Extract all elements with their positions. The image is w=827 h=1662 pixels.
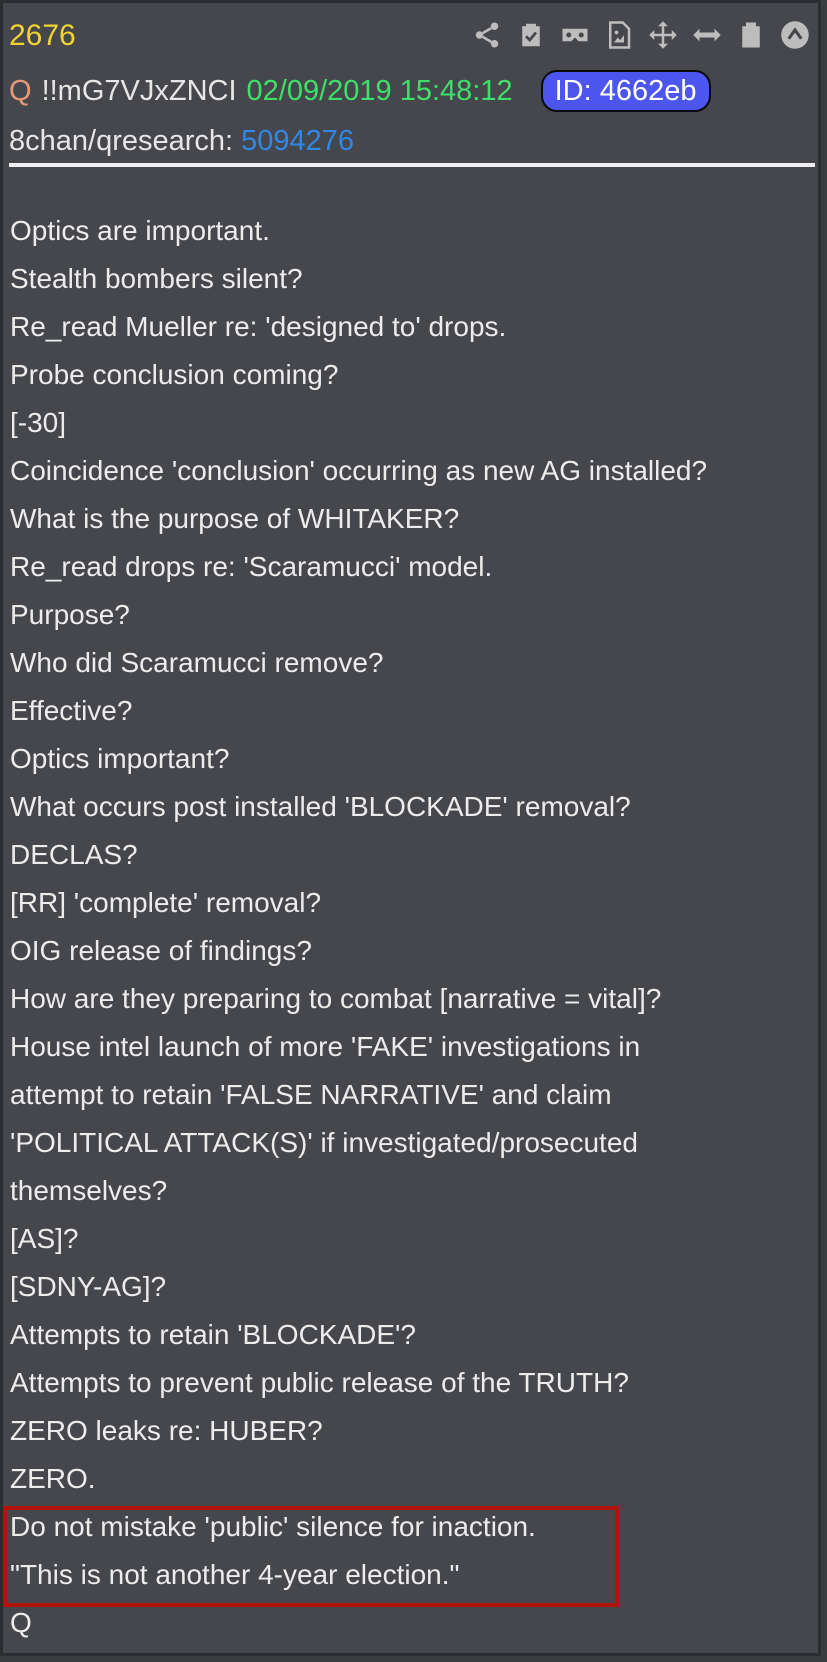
- post-number: 2676: [9, 19, 76, 52]
- body-line: themselves?: [10, 1175, 168, 1206]
- body-line: DECLAS?: [10, 839, 138, 870]
- post-toolbar: [469, 17, 813, 53]
- body-line: [SDNY-AG]?: [10, 1271, 167, 1302]
- move-icon[interactable]: [645, 17, 681, 53]
- up-arrow-circle-icon[interactable]: [777, 17, 813, 53]
- body-line: Stealth bombers silent?: [10, 263, 303, 294]
- body-line: What occurs post installed 'BLOCKADE' removal?: [10, 791, 631, 822]
- post-body: [10, 207, 820, 1647]
- body-line: Re_read drops re: 'Scaramucci' model.: [10, 551, 493, 582]
- author-name: Q: [9, 74, 32, 107]
- body-line: [AS]?: [10, 1223, 79, 1254]
- post-source: [9, 123, 354, 159]
- body-line: Coincidence 'conclusion' occurring as new AG installed?: [10, 455, 708, 486]
- clipboard-icon[interactable]: [733, 17, 769, 53]
- body-line: Who did Scaramucci remove?: [10, 647, 384, 678]
- post-meta: [9, 69, 711, 113]
- body-line: "This is not another 4-year election.": [10, 1559, 460, 1590]
- post-timestamp: 02/09/2019 15:48:12: [246, 74, 513, 107]
- board-name: 8chan/qresearch:: [9, 125, 234, 157]
- body-line: Attempts to prevent public release of the TRUTH?: [10, 1367, 629, 1398]
- image-file-icon[interactable]: [601, 17, 637, 53]
- body-line: Optics important?: [10, 743, 230, 774]
- clipboard-check-icon[interactable]: [513, 17, 549, 53]
- body-line: [-30]: [10, 407, 67, 438]
- body-line: ZERO leaks re: HUBER?: [10, 1415, 323, 1446]
- body-line: OIG release of findings?: [10, 935, 312, 966]
- vr-goggles-icon[interactable]: [557, 17, 593, 53]
- expand-horizontal-icon[interactable]: [689, 17, 725, 53]
- body-line: 'POLITICAL ATTACK(S)' if investigated/prosecuted: [10, 1127, 638, 1158]
- poster-id-badge[interactable]: ID: 4662eb: [541, 70, 711, 112]
- header-divider: [9, 163, 815, 167]
- body-line: What is the purpose of WHITAKER?: [10, 503, 460, 534]
- body-line: Optics are important.: [10, 215, 270, 246]
- body-line: Attempts to retain 'BLOCKADE'?: [10, 1319, 416, 1350]
- body-line: Q: [10, 1607, 32, 1638]
- thread-link[interactable]: 5094276: [241, 125, 355, 157]
- body-line: How are they preparing to combat [narrative = vital]?: [10, 983, 662, 1014]
- body-line: ZERO.: [10, 1463, 96, 1494]
- share-icon[interactable]: [469, 17, 505, 53]
- body-line: Probe conclusion coming?: [10, 359, 339, 390]
- body-line: [RR] 'complete' removal?: [10, 887, 322, 918]
- body-line: Re_read Mueller re: 'designed to' drops.: [10, 311, 507, 342]
- body-line: Purpose?: [10, 599, 130, 630]
- body-line: House intel launch of more 'FAKE' investigations in: [10, 1031, 641, 1062]
- body-line: attempt to retain 'FALSE NARRATIVE' and claim: [10, 1079, 612, 1110]
- body-line: Do not mistake 'public' silence for inaction.: [10, 1511, 536, 1542]
- body-line: Effective?: [10, 695, 133, 726]
- tripcode: !!mG7VJxZNCI: [41, 74, 237, 107]
